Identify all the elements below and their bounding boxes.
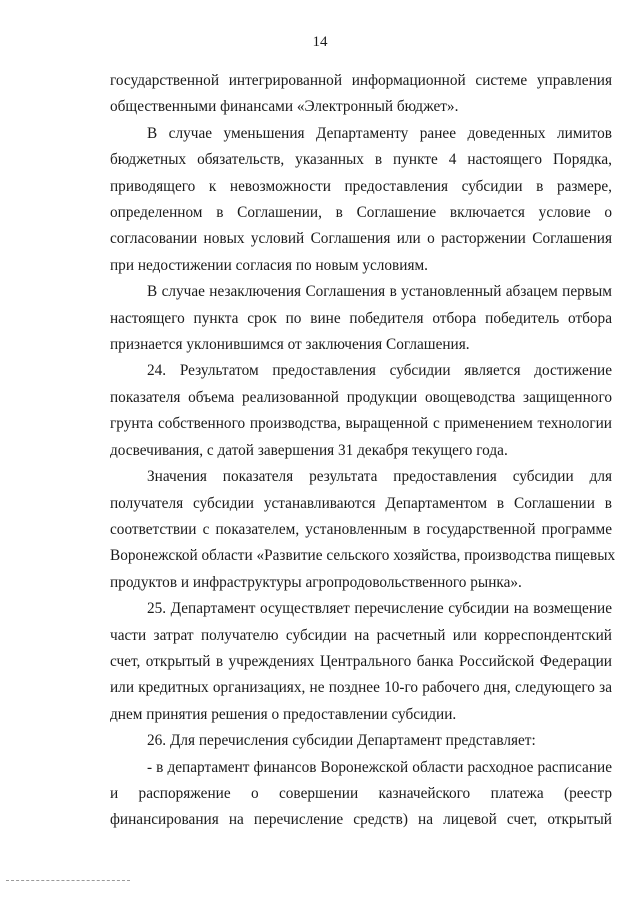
paragraph-first-line: - в департамент финансов Воронежской области расходное расписание xyxy=(147,758,612,776)
text-line: признается уклонившимся от заключения Соглашения. xyxy=(110,336,470,354)
text-line: соответствии с показателем, установленным в государственной программе xyxy=(110,520,612,538)
text-line: части затрат получателю субсидии на расчетный или корреспондентский xyxy=(110,626,612,644)
page-number: 14 xyxy=(312,34,328,50)
text-line: приводящего к невозможности предоставления субсидии в размере, xyxy=(110,177,612,195)
text-line: при недостижении согласия по новым условиям. xyxy=(110,256,428,274)
text-line: согласовании новых условий Соглашения или о расторжении Соглашения xyxy=(110,230,612,248)
paragraph-first-line: 25. Департамент осуществляет перечисление субсидии на возмещение xyxy=(147,600,612,618)
text-line: счет, открытый в учреждениях Центрального банка Российской Федерации xyxy=(110,652,612,670)
text-line: показателя объема реализованной продукции овощеводства защищенного xyxy=(110,388,612,406)
text-line: получателя субсидии устанавливаются Департаментом в Соглашении в xyxy=(110,494,612,512)
text-line: днем принятия решения о предоставлении субсидии. xyxy=(110,705,457,723)
text-line: настоящего пункта срок по вине победителя отбора победитель отбора xyxy=(110,309,612,327)
paragraph-first-line: 26. Для перечисления субсидии Департамент представляет: xyxy=(147,732,536,750)
paragraph-first-line: В случае уменьшения Департаменту ранее доведенных лимитов xyxy=(147,124,612,142)
text-line: продуктов и инфраструктуры агропродовольственного рынка». xyxy=(110,573,522,591)
scan-divider xyxy=(6,880,130,882)
text-line: и распоряжение о совершении казначейского платежа (реестр xyxy=(110,784,612,802)
text-line: грунта собственного производства, выращенной с применением технологии xyxy=(110,415,612,433)
paragraph-first-line: Значения показателя результата предоставления субсидии для xyxy=(147,468,612,486)
text-line: бюджетных обязательств, указанных в пункте 4 настоящего Порядка, xyxy=(110,151,612,169)
text-line: государственной интегрированной информационной системе управления xyxy=(110,72,612,89)
paragraph-first-line: В случае незаключения Соглашения в установленный абзацем первым xyxy=(147,283,612,301)
paragraph-first-line: 24. Результатом предоставления субсидии является достижение xyxy=(147,362,612,380)
text-line: финансирования на перечисление средств) на лицевой счет, открытый xyxy=(110,811,612,829)
text-line: досвечивания, с датой завершения 31 декабря текущего года. xyxy=(110,441,508,459)
text-line: определенном в Соглашении, в Соглашение включается условие о xyxy=(110,204,612,222)
text-line: Воронежской области «Развитие сельского хозяйства, производства пищевых xyxy=(110,547,616,565)
text-line: или кредитных организациях, не позднее 10-го рабочего дня, следующего за xyxy=(110,679,612,697)
text-line: общественными финансами «Электронный бюджет». xyxy=(110,98,459,116)
document-body xyxy=(110,68,616,834)
